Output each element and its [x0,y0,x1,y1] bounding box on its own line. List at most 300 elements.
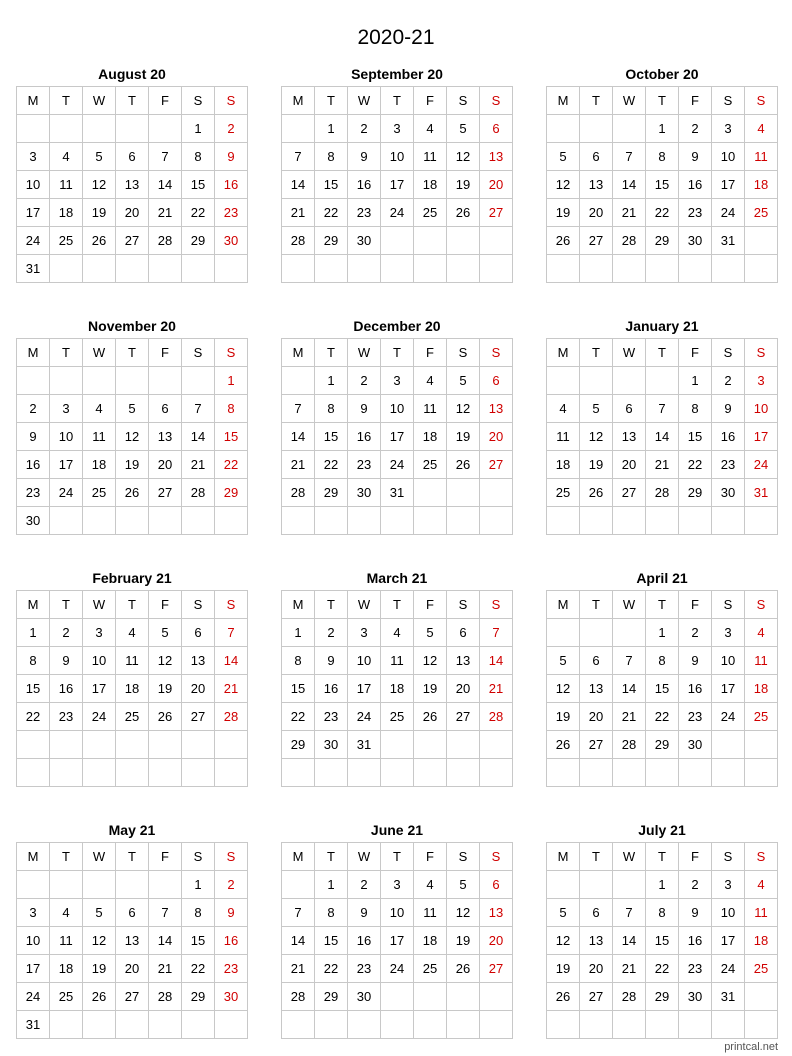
day-cell [480,255,513,283]
week-row [282,703,513,731]
day-cell: 13 [116,171,149,199]
day-cell: 29 [646,983,679,1011]
day-cell [580,507,613,535]
weekday-label: F [149,591,182,619]
month-name: December 20 [353,318,441,334]
day-cell: 5 [547,899,580,927]
week-row [17,423,248,451]
day-cell: 25 [414,955,447,983]
day-cell: 8 [282,647,315,675]
day-cell: 25 [50,983,83,1011]
day-cell [547,1011,580,1039]
day-cell: 27 [580,731,613,759]
week-row [17,927,248,955]
weekday-label: S [182,87,215,115]
week-row [17,143,248,171]
day-cell [447,507,480,535]
day-cell: 25 [547,479,580,507]
calendar-title: 2020-21 [357,26,435,49]
day-cell: 22 [315,451,348,479]
month-name: November 20 [88,318,176,334]
day-cell: 19 [149,675,182,703]
weekday-label: F [414,591,447,619]
day-cell: 27 [116,227,149,255]
day-cell: 11 [745,647,778,675]
day-cell: 8 [679,395,712,423]
day-cell: 22 [182,955,215,983]
day-cell: 3 [712,115,745,143]
day-cell: 5 [547,647,580,675]
day-cell [348,1011,381,1039]
week-row [547,703,778,731]
day-cell: 22 [315,199,348,227]
day-cell: 13 [580,171,613,199]
day-cell: 18 [414,171,447,199]
day-cell: 3 [50,395,83,423]
day-cell [745,1011,778,1039]
week-row [17,675,248,703]
day-cell: 18 [745,675,778,703]
day-cell: 31 [381,479,414,507]
week-row [17,703,248,731]
week-row [547,423,778,451]
day-cell: 8 [315,899,348,927]
day-cell: 15 [17,675,50,703]
day-cell: 4 [414,115,447,143]
day-cell: 15 [646,171,679,199]
day-cell [745,759,778,787]
day-cell: 21 [613,955,646,983]
day-cell: 25 [414,199,447,227]
weekday-label: S [447,87,480,115]
day-cell: 25 [745,703,778,731]
day-cell: 11 [414,143,447,171]
weekday-header-row [17,843,248,871]
day-cell: 23 [215,955,248,983]
weekday-label: S [480,87,513,115]
day-cell: 19 [447,927,480,955]
day-cell: 15 [315,423,348,451]
month-name: January 21 [625,318,699,334]
day-cell: 4 [116,619,149,647]
day-cell: 29 [182,227,215,255]
day-cell: 5 [116,395,149,423]
day-cell: 25 [745,955,778,983]
day-cell [613,619,646,647]
weekday-label: S [215,843,248,871]
day-cell: 26 [547,731,580,759]
month-name: October 20 [625,66,699,82]
day-cell: 19 [414,675,447,703]
week-row [547,983,778,1011]
day-cell: 27 [580,983,613,1011]
day-cell: 7 [282,899,315,927]
day-cell: 26 [149,703,182,731]
week-row [17,619,248,647]
weekday-label: F [679,87,712,115]
day-cell: 22 [646,703,679,731]
day-cell: 15 [679,423,712,451]
weekday-label: T [315,591,348,619]
weekday-label: W [613,87,646,115]
weekday-label: W [613,339,646,367]
day-cell: 30 [679,731,712,759]
day-cell: 10 [17,927,50,955]
weekday-label: M [282,591,315,619]
day-cell: 24 [381,199,414,227]
week-row [547,1011,778,1039]
day-cell [547,507,580,535]
day-cell [182,367,215,395]
day-cell [480,479,513,507]
weekday-label: F [679,843,712,871]
day-cell: 17 [17,955,50,983]
day-cell: 7 [613,143,646,171]
day-cell: 17 [348,675,381,703]
day-cell: 20 [613,451,646,479]
weekday-header-row [282,843,513,871]
day-cell: 17 [381,171,414,199]
day-cell [712,255,745,283]
day-cell: 6 [480,367,513,395]
day-cell: 12 [414,647,447,675]
week-row [547,451,778,479]
day-cell: 24 [712,703,745,731]
month-name: February 21 [92,570,172,586]
weekday-label: S [182,843,215,871]
day-cell: 12 [547,675,580,703]
day-cell: 26 [580,479,613,507]
weekday-label: M [282,87,315,115]
day-cell: 24 [712,955,745,983]
day-cell [83,1011,116,1039]
day-cell: 18 [381,675,414,703]
day-cell [282,1011,315,1039]
day-cell: 31 [712,983,745,1011]
day-cell: 30 [712,479,745,507]
day-cell [646,507,679,535]
day-cell [83,731,116,759]
month-calendar [281,314,513,535]
day-cell [50,367,83,395]
day-cell: 4 [745,871,778,899]
day-cell [580,619,613,647]
day-cell: 15 [215,423,248,451]
week-row [282,199,513,227]
weekday-header-row [547,339,778,367]
weekday-label: T [381,339,414,367]
day-cell: 21 [613,703,646,731]
weekday-label: F [414,843,447,871]
week-row [547,647,778,675]
weekday-label: S [745,339,778,367]
day-cell: 6 [613,395,646,423]
week-row [282,983,513,1011]
day-cell [116,255,149,283]
day-cell: 19 [547,955,580,983]
day-cell: 20 [182,675,215,703]
day-cell: 6 [580,899,613,927]
day-cell: 20 [480,171,513,199]
day-cell: 10 [17,171,50,199]
week-row [547,479,778,507]
day-cell [480,759,513,787]
day-cell: 28 [282,983,315,1011]
week-row [17,367,248,395]
day-cell: 4 [414,871,447,899]
day-cell [381,759,414,787]
weekday-label: T [580,843,613,871]
day-cell: 31 [745,479,778,507]
weekday-label: M [17,591,50,619]
day-cell [580,1011,613,1039]
day-cell [679,759,712,787]
day-cell [215,731,248,759]
day-cell: 17 [17,199,50,227]
day-cell [282,507,315,535]
day-cell [447,759,480,787]
day-cell: 21 [215,675,248,703]
day-cell: 18 [414,927,447,955]
day-cell: 27 [447,703,480,731]
day-cell: 15 [182,171,215,199]
week-row [282,955,513,983]
day-cell: 16 [348,927,381,955]
weekday-label: W [348,339,381,367]
day-cell: 8 [215,395,248,423]
week-row [282,479,513,507]
month-name: May 21 [108,822,156,838]
day-cell [381,507,414,535]
day-cell: 29 [679,479,712,507]
weekday-label: M [17,339,50,367]
day-cell: 14 [480,647,513,675]
day-cell: 1 [646,871,679,899]
day-cell [414,507,447,535]
day-cell: 13 [182,647,215,675]
day-cell: 12 [116,423,149,451]
day-cell: 9 [215,143,248,171]
weekday-header-row [547,591,778,619]
day-cell: 18 [50,955,83,983]
day-cell: 15 [646,675,679,703]
day-cell [215,1011,248,1039]
day-cell: 14 [149,927,182,955]
day-cell: 16 [679,675,712,703]
day-cell: 2 [50,619,83,647]
weekday-label: W [83,339,116,367]
day-cell: 11 [414,395,447,423]
week-row [282,871,513,899]
day-cell: 22 [679,451,712,479]
day-cell [414,227,447,255]
weekday-label: M [17,843,50,871]
day-cell: 11 [50,927,83,955]
weekday-header-row [547,843,778,871]
week-row [547,675,778,703]
day-cell [315,1011,348,1039]
day-cell [745,507,778,535]
weekday-label: W [348,87,381,115]
day-cell: 2 [679,115,712,143]
day-cell: 26 [447,451,480,479]
day-cell: 16 [315,675,348,703]
day-cell [414,1011,447,1039]
week-row [282,927,513,955]
week-row [17,983,248,1011]
day-cell: 10 [381,395,414,423]
weekday-label: S [447,843,480,871]
day-cell [315,255,348,283]
day-cell: 23 [17,479,50,507]
weekday-label: T [116,591,149,619]
day-cell [50,115,83,143]
day-cell: 22 [282,703,315,731]
day-cell [182,759,215,787]
day-cell: 21 [646,451,679,479]
week-row [17,759,248,787]
day-cell [282,255,315,283]
month-table [546,590,778,787]
day-cell [116,1011,149,1039]
day-cell: 30 [17,507,50,535]
week-row [282,507,513,535]
weekday-label: T [315,339,348,367]
day-cell: 14 [149,171,182,199]
day-cell: 13 [613,423,646,451]
weekday-label: M [547,87,580,115]
day-cell: 14 [613,675,646,703]
day-cell [182,507,215,535]
day-cell: 4 [547,395,580,423]
day-cell: 21 [282,199,315,227]
day-cell: 25 [83,479,116,507]
day-cell: 12 [547,171,580,199]
day-cell: 2 [215,115,248,143]
day-cell: 2 [315,619,348,647]
day-cell: 28 [282,479,315,507]
week-row [547,227,778,255]
week-row [282,171,513,199]
day-cell: 20 [580,703,613,731]
day-cell: 11 [83,423,116,451]
day-cell: 21 [149,955,182,983]
day-cell: 17 [712,927,745,955]
day-cell: 19 [580,451,613,479]
week-row [547,619,778,647]
day-cell: 8 [646,899,679,927]
week-row [282,759,513,787]
day-cell [116,115,149,143]
day-cell: 30 [215,983,248,1011]
day-cell: 30 [348,983,381,1011]
weekday-label: F [149,87,182,115]
day-cell [50,507,83,535]
week-row [547,367,778,395]
day-cell: 28 [613,227,646,255]
day-cell: 17 [712,171,745,199]
weekday-label: T [50,843,83,871]
day-cell: 3 [83,619,116,647]
week-row [282,143,513,171]
month-calendar [16,62,248,283]
day-cell [83,115,116,143]
day-cell: 30 [315,731,348,759]
day-cell [149,871,182,899]
day-cell: 12 [83,927,116,955]
day-cell [646,759,679,787]
day-cell: 27 [149,479,182,507]
month-calendar [16,314,248,535]
day-cell: 24 [745,451,778,479]
day-cell: 4 [50,143,83,171]
day-cell: 15 [182,927,215,955]
day-cell [348,255,381,283]
day-cell [613,1011,646,1039]
day-cell: 13 [580,927,613,955]
day-cell: 1 [282,619,315,647]
day-cell [83,759,116,787]
week-row [282,255,513,283]
day-cell [149,255,182,283]
day-cell: 27 [116,983,149,1011]
week-row [282,619,513,647]
day-cell: 13 [580,675,613,703]
day-cell: 13 [480,143,513,171]
weekday-label: W [613,843,646,871]
day-cell: 14 [282,171,315,199]
day-cell: 22 [315,955,348,983]
day-cell [282,759,315,787]
month-name: March 21 [366,570,428,586]
weekday-label: T [315,843,348,871]
day-cell: 7 [149,899,182,927]
month-name: April 21 [636,570,688,586]
month-calendar [16,818,248,1039]
day-cell [712,507,745,535]
day-cell: 29 [646,731,679,759]
week-row [17,115,248,143]
day-cell: 7 [613,647,646,675]
day-cell: 3 [381,367,414,395]
weekday-label: M [282,339,315,367]
day-cell [613,115,646,143]
day-cell: 25 [50,227,83,255]
day-cell: 30 [348,227,381,255]
month-table [546,842,778,1039]
day-cell: 28 [613,983,646,1011]
day-cell [447,983,480,1011]
day-cell [447,255,480,283]
day-cell: 1 [679,367,712,395]
weekday-label: T [381,843,414,871]
week-row [282,899,513,927]
day-cell: 20 [149,451,182,479]
day-cell [580,255,613,283]
day-cell: 3 [348,619,381,647]
day-cell: 8 [646,647,679,675]
day-cell: 24 [50,479,83,507]
day-cell [149,367,182,395]
week-row [17,955,248,983]
day-cell: 3 [381,115,414,143]
day-cell: 28 [480,703,513,731]
day-cell: 13 [480,395,513,423]
weekday-label: F [414,87,447,115]
day-cell [580,367,613,395]
weekday-label: S [712,843,745,871]
day-cell [646,1011,679,1039]
